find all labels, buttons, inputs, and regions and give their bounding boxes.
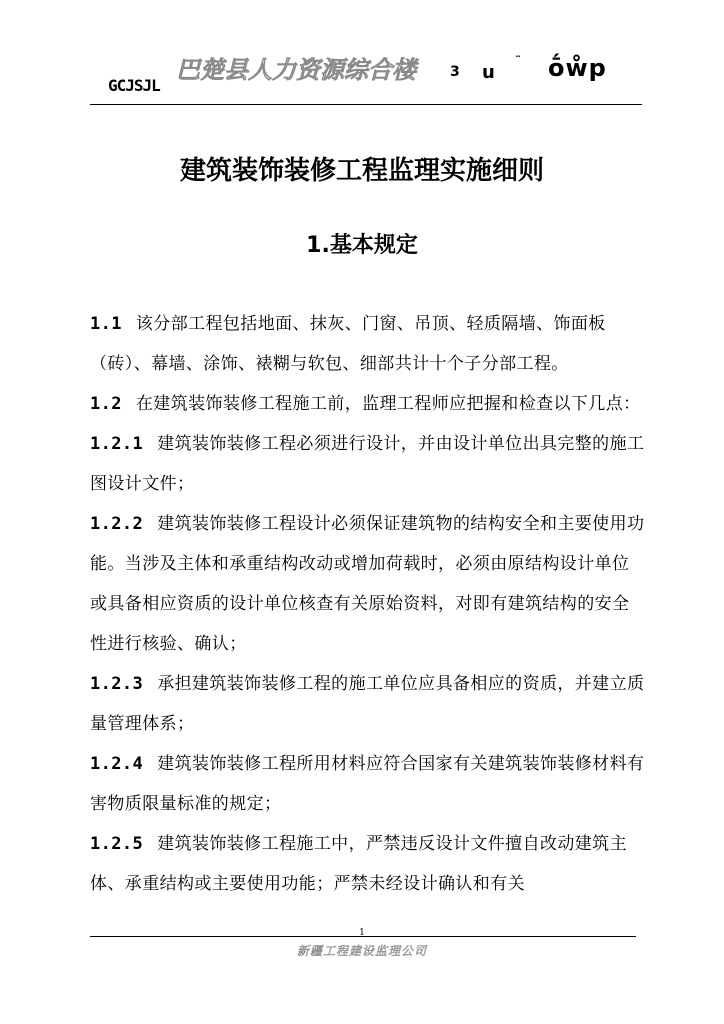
clause-text: 建筑装饰装修工程设计必须保证建筑物的结构安全和主要使用功能。当涉及主体和承重结构改动或增加荷载时，必须由原结构设计单位或具备相应资质的设计单位核查有关原始资料，对即有建筑结构的安全性进行核验、确认；: [90, 514, 645, 654]
clause-text: 建筑装饰装修工程必须进行设计，并由设计单位出具完整的施工图设计文件；: [90, 434, 645, 494]
clause-number: 1.2.4: [90, 754, 144, 774]
header-symbol-1: 3: [450, 64, 460, 80]
paragraph: [90, 744, 646, 824]
clause-text: 建筑装饰装修工程施工中，严禁违反设计文件擅自改动建筑主体、承重结构或主要使用功能；严禁未经设计确认和有关: [90, 834, 627, 894]
header-symbol-4: ṓẘp: [548, 54, 607, 82]
paragraph: [90, 824, 646, 904]
paragraph: [90, 384, 646, 424]
page-number: 1: [359, 928, 365, 938]
clause-number: 1.2.5: [90, 834, 144, 854]
paragraph: [90, 304, 646, 384]
clause-number: 1.1: [90, 314, 122, 334]
clause-number: 1.2.3: [90, 674, 144, 694]
footer-company: 新疆工程建设监理公司: [296, 944, 427, 958]
paragraph: [90, 424, 646, 504]
header-symbol-2: u: [482, 62, 495, 83]
clause-number: 1.2: [90, 394, 122, 414]
header-divider: [90, 104, 642, 105]
document-body: [90, 304, 646, 904]
clause-text: 承担建筑装饰装修工程的施工单位应具备相应的资质，并建立质量管理体系；: [90, 674, 645, 734]
section-heading: 1.基本规定: [306, 233, 418, 258]
header-symbol-3: ¨: [515, 54, 521, 68]
document-title: 建筑装饰装修工程监理实施细则: [179, 156, 544, 186]
header-logo: GCJSJL: [108, 76, 160, 95]
paragraph: [90, 664, 646, 744]
clause-text: 建筑装饰装修工程所用材料应符合国家有关建筑装饰装修材料有害物质限量标准的规定；: [90, 754, 645, 814]
paragraph: [90, 504, 646, 664]
clause-text: 在建筑装饰装修工程施工前，监理工程师应把握和检查以下几点：: [135, 394, 641, 414]
clause-number: 1.2.1: [90, 434, 144, 454]
clause-number: 1.2.2: [90, 514, 144, 534]
header-watermark: 巴楚县人力资源综合楼: [176, 56, 416, 84]
clause-text: 该分部工程包括地面、抹灰、门窗、吊顶、轻质隔墙、饰面板（砖）、幕墙、涂饰、裱糊与软包、细部共计十个子分部工程。: [90, 314, 606, 374]
